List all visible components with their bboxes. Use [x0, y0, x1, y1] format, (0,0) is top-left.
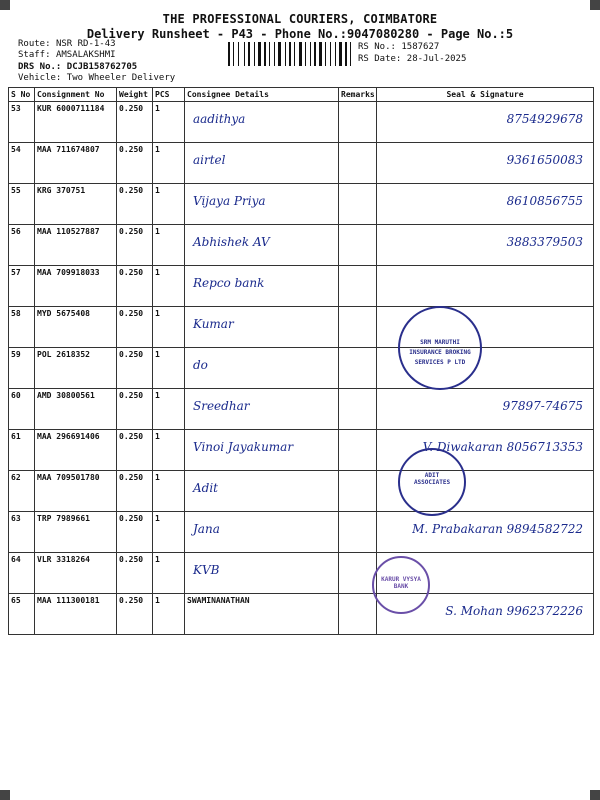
pcs-text: 1 [155, 309, 160, 318]
drs-label: DRS No.: [18, 62, 62, 72]
barcode-bar [269, 42, 270, 66]
consignee-text: Repco bank [193, 276, 265, 290]
sno-cell [9, 102, 35, 143]
document-title: THE PROFESSIONAL COURIERS, COIMBATORE [162, 12, 438, 26]
insurance-stamp-text: SRM MARUTHI INSURANCE BROKING SERVICES P LTD [409, 339, 471, 366]
consignee-cell [185, 143, 339, 184]
barcode-bar [325, 42, 326, 66]
barcode-bar [238, 42, 239, 66]
vehicle-label: Vehicle: [18, 73, 62, 83]
pcs-cell [153, 307, 185, 348]
staff-value: AMSALAKSHMI [55, 50, 116, 60]
consignment-no-text: MAA 709501780 [37, 473, 100, 482]
remarks-cell [339, 471, 377, 512]
weight-cell [117, 430, 153, 471]
consignment-no-cell [35, 143, 117, 184]
barcode-bar [310, 42, 311, 66]
consignee-cell [185, 471, 339, 512]
consignment-no-cell [35, 594, 117, 635]
barcode-bar [294, 42, 295, 66]
weight-text: 0.250 [119, 350, 144, 359]
weight-text: 0.250 [119, 432, 144, 441]
rs-no-value: 1587627 [401, 42, 440, 52]
weight-cell [117, 102, 153, 143]
sno-text: 63 [11, 514, 21, 523]
weight-text: 0.250 [119, 391, 144, 400]
pcs-text: 1 [155, 186, 160, 195]
signature-cell [377, 143, 594, 184]
table-row [9, 430, 594, 471]
consignment-no-text: MAA 110527887 [37, 227, 100, 236]
sno-text: 54 [11, 145, 21, 154]
table-row [9, 348, 594, 389]
consignment-no-cell [35, 389, 117, 430]
signature-cell [377, 102, 594, 143]
weight-text: 0.250 [119, 309, 144, 318]
drs-value: DCJB158762705 [66, 62, 138, 72]
sno-cell [9, 184, 35, 225]
weight-cell [117, 266, 153, 307]
weight-text: 0.250 [119, 596, 144, 605]
pcs-cell [153, 184, 185, 225]
consignee-cell [185, 430, 339, 471]
pcs-text: 1 [155, 227, 160, 236]
consignment-no-text: AMD 30800561 [37, 391, 95, 400]
barcode-bar [350, 42, 351, 66]
table-row [9, 266, 594, 307]
remarks-cell [339, 102, 377, 143]
remarks-cell [339, 553, 377, 594]
barcode-bar [339, 42, 342, 66]
consignee-text: KVB [193, 563, 220, 577]
table-row [9, 102, 594, 143]
weight-cell [117, 471, 153, 512]
pcs-text: 1 [155, 473, 160, 482]
pcs-cell [153, 102, 185, 143]
rs-no-field [358, 42, 439, 52]
barcode-bar [345, 42, 347, 66]
table-row [9, 512, 594, 553]
pcs-text: 1 [155, 596, 160, 605]
consignee-cell [185, 102, 339, 143]
route-value: NSR RD-1-43 [55, 39, 116, 49]
remarks-cell [339, 307, 377, 348]
signature-cell [377, 184, 594, 225]
consignment-no-text: VLR 3318264 [37, 555, 90, 564]
col-header-pcs: PCS [153, 88, 185, 102]
barcode-bar [248, 42, 250, 66]
consignment-no-text: POL 2618352 [37, 350, 90, 359]
sno-cell [9, 553, 35, 594]
barcode-bar [274, 42, 275, 66]
sno-text: 53 [11, 104, 21, 113]
bank-stamp-text: KARUR VYSYA BANK [381, 576, 421, 590]
consignment-no-text: TRP 7989661 [37, 514, 90, 523]
pcs-cell [153, 225, 185, 266]
rs-date-label: RS Date: [358, 54, 402, 64]
sno-text: 57 [11, 268, 21, 277]
barcode [228, 42, 354, 66]
barcode-bar [278, 42, 281, 66]
pcs-cell [153, 430, 185, 471]
pcs-cell [153, 266, 185, 307]
barcode-bar [233, 42, 234, 66]
consignee-cell [185, 389, 339, 430]
remarks-cell [339, 225, 377, 266]
weight-cell [117, 348, 153, 389]
pcs-text: 1 [155, 432, 160, 441]
barcode-bar [228, 42, 230, 66]
sno-cell [9, 266, 35, 307]
consignee-text: Adit [193, 481, 219, 495]
consignee-text: airtel [193, 153, 226, 167]
pcs-cell [153, 143, 185, 184]
sno-cell [9, 143, 35, 184]
consignee-cell [185, 594, 339, 635]
consignment-no-text: KUR 6000711184 [37, 104, 105, 113]
consignee-text: do [193, 358, 208, 372]
signature-text: S. Mohan 9962372226 [445, 604, 583, 618]
consignment-no-cell [35, 225, 117, 266]
barcode-bar [299, 42, 302, 66]
adit-seal-stamp [398, 448, 466, 516]
consignment-no-cell [35, 348, 117, 389]
runsheet-table [8, 87, 594, 635]
signature-text: 8610856755 [506, 194, 583, 208]
sno-cell [9, 430, 35, 471]
pcs-text: 1 [155, 350, 160, 359]
consignee-text: Vinoi Jayakumar [193, 440, 294, 454]
barcode-bar [335, 42, 336, 66]
weight-text: 0.250 [119, 268, 144, 277]
remarks-cell [339, 184, 377, 225]
consignment-no-text: MAA 711674807 [37, 145, 100, 154]
sno-cell [9, 594, 35, 635]
barcode-bar [289, 42, 291, 66]
consignment-no-cell [35, 307, 117, 348]
pcs-text: 1 [155, 391, 160, 400]
sno-cell [9, 225, 35, 266]
consignee-text: Jana [193, 522, 220, 536]
consignee-cell [185, 348, 339, 389]
pcs-text: 1 [155, 104, 160, 113]
barcode-bar [319, 42, 322, 66]
weight-cell [117, 143, 153, 184]
col-header-signature: Seal & Signature [377, 88, 594, 102]
signature-cell [377, 266, 594, 307]
weight-text: 0.250 [119, 514, 144, 523]
barcode-bar [264, 42, 266, 66]
consignee-text: Kumar [193, 317, 234, 331]
consignment-no-cell [35, 102, 117, 143]
table-row [9, 184, 594, 225]
consignment-no-text: MAA 111300181 [37, 596, 100, 605]
route-label: Route: [18, 39, 51, 49]
col-header-consignee: Consignee Details [185, 88, 339, 102]
barcode-bar [258, 42, 261, 66]
consignee-text: SWAMINANATHAN [187, 596, 250, 605]
consignee-text: aadithya [193, 112, 246, 126]
table-row [9, 143, 594, 184]
sno-text: 60 [11, 391, 21, 400]
rs-date-value: 28-Jul-2025 [406, 54, 467, 64]
consignment-no-cell [35, 553, 117, 594]
rs-date-field [358, 54, 466, 64]
weight-cell [117, 594, 153, 635]
pcs-cell [153, 471, 185, 512]
sno-text: 61 [11, 432, 21, 441]
signature-text: 3883379503 [506, 235, 583, 249]
remarks-cell [339, 594, 377, 635]
pcs-cell [153, 348, 185, 389]
staff-field [18, 50, 116, 60]
consignee-cell [185, 553, 339, 594]
adit-stamp-text: ADIT ASSOCIATES [413, 472, 451, 486]
barcode-bar [254, 42, 255, 66]
remarks-cell [339, 389, 377, 430]
sno-cell [9, 348, 35, 389]
table-header-row [9, 88, 594, 102]
consignment-no-cell [35, 184, 117, 225]
signature-cell [377, 389, 594, 430]
barcode-bar [330, 42, 331, 66]
drs-field [18, 62, 137, 72]
col-header-sno: S No [9, 88, 35, 102]
pcs-text: 1 [155, 514, 160, 523]
scan-corner-mark [590, 0, 600, 10]
staff-label: Staff: [18, 50, 51, 60]
vehicle-field [18, 73, 175, 83]
pcs-text: 1 [155, 145, 160, 154]
remarks-cell [339, 430, 377, 471]
signature-cell [377, 225, 594, 266]
sno-text: 62 [11, 473, 21, 482]
weight-text: 0.250 [119, 186, 144, 195]
consignee-cell [185, 307, 339, 348]
weight-cell [117, 512, 153, 553]
table-row [9, 594, 594, 635]
weight-cell [117, 553, 153, 594]
table-row [9, 471, 594, 512]
scan-corner-mark [0, 790, 10, 800]
table-row [9, 389, 594, 430]
remarks-cell [339, 512, 377, 553]
scan-corner-mark [590, 790, 600, 800]
vehicle-value: Two Wheeler Delivery [66, 73, 176, 83]
sno-cell [9, 471, 35, 512]
remarks-cell [339, 143, 377, 184]
weight-cell [117, 184, 153, 225]
col-header-consignment: Consignment No [35, 88, 117, 102]
weight-text: 0.250 [119, 227, 144, 236]
consignee-text: Abhishek AV [193, 235, 270, 249]
barcode-bar [285, 42, 286, 66]
consignment-no-text: MYD 5675408 [37, 309, 90, 318]
pcs-text: 1 [155, 555, 160, 564]
col-header-remarks: Remarks [339, 88, 377, 102]
signature-text: 9361650083 [506, 153, 583, 167]
consignment-no-text: KRG 370751 [37, 186, 86, 195]
sno-cell [9, 307, 35, 348]
signature-text: 97897-74675 [502, 399, 583, 413]
document-subtitle: Delivery Runsheet - P43 - Phone No.:9047080280 - Page No.:5 [86, 27, 514, 41]
weight-text: 0.250 [119, 473, 144, 482]
consignment-no-cell [35, 512, 117, 553]
rs-no-label: RS No.: [358, 42, 396, 52]
consignment-no-text: MAA 296691406 [37, 432, 100, 441]
signature-text: M. Prabakaran 9894582722 [412, 522, 583, 536]
signature-text: 8754929678 [506, 112, 583, 126]
table-row [9, 225, 594, 266]
consignment-no-cell [35, 266, 117, 307]
sno-text: 56 [11, 227, 21, 236]
weight-text: 0.250 [119, 104, 144, 113]
consignment-no-cell [35, 471, 117, 512]
pcs-cell [153, 512, 185, 553]
sno-text: 59 [11, 350, 21, 359]
col-header-weight: Weight [117, 88, 153, 102]
consignee-text: Sreedhar [193, 399, 250, 413]
route-field [18, 39, 116, 49]
pcs-cell [153, 594, 185, 635]
sno-cell [9, 512, 35, 553]
scan-corner-mark [0, 0, 10, 10]
pcs-cell [153, 389, 185, 430]
signature-cell [377, 512, 594, 553]
remarks-cell [339, 348, 377, 389]
barcode-bar [244, 42, 245, 66]
sno-text: 65 [11, 596, 21, 605]
remarks-cell [339, 266, 377, 307]
pcs-text: 1 [155, 268, 160, 277]
sno-text: 55 [11, 186, 21, 195]
consignee-cell [185, 225, 339, 266]
sno-text: 64 [11, 555, 21, 564]
sno-cell [9, 389, 35, 430]
pcs-cell [153, 553, 185, 594]
signature-text: V. Diwakaran 8056713353 [422, 440, 583, 454]
consignee-text: Vijaya Priya [193, 194, 266, 208]
bank-seal-stamp [372, 556, 430, 614]
barcode-bar [305, 42, 306, 66]
table-row [9, 307, 594, 348]
consignment-no-cell [35, 430, 117, 471]
weight-text: 0.250 [119, 555, 144, 564]
sno-text: 58 [11, 309, 21, 318]
consignee-cell [185, 184, 339, 225]
weight-cell [117, 225, 153, 266]
weight-cell [117, 307, 153, 348]
insurance-seal-stamp [398, 306, 482, 390]
barcode-bar [314, 42, 316, 66]
consignee-cell [185, 266, 339, 307]
consignee-cell [185, 512, 339, 553]
consignment-no-text: MAA 709918033 [37, 268, 100, 277]
weight-cell [117, 389, 153, 430]
table-row [9, 553, 594, 594]
weight-text: 0.250 [119, 145, 144, 154]
